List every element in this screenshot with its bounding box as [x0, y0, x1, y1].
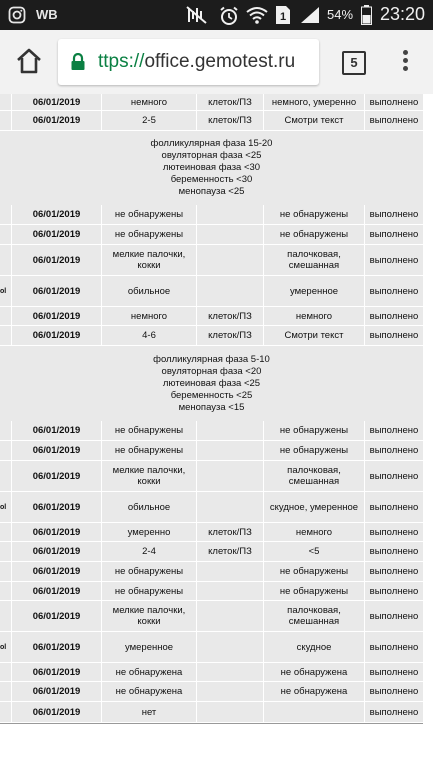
unit-cell	[197, 562, 264, 582]
mute-icon	[186, 6, 208, 24]
instagram-icon	[8, 6, 26, 24]
status-cell: выполнено	[365, 461, 423, 492]
norm-cell: палочковая, смешанная	[264, 245, 365, 276]
row-mark	[0, 523, 12, 542]
result-cell: нет	[102, 702, 197, 723]
table-row	[0, 441, 423, 461]
table-row	[0, 582, 423, 601]
norm-cell: не обнаружены	[264, 582, 365, 601]
table-row	[0, 562, 423, 582]
url-text	[98, 51, 295, 73]
table-row	[0, 601, 423, 632]
table-row	[0, 523, 423, 542]
status-cell: выполнено	[365, 441, 423, 461]
row-mark	[0, 111, 12, 131]
unit-cell	[197, 582, 264, 601]
notification-app-label: WB	[36, 7, 58, 22]
row-mark	[0, 205, 12, 225]
row-mark	[0, 582, 12, 601]
unit-cell	[197, 632, 264, 663]
battery-percent: 54%	[327, 7, 354, 22]
reference-line: беременность <30	[170, 174, 253, 185]
table-row	[0, 663, 423, 682]
reference-line: менопауза <25	[178, 186, 245, 197]
result-cell: мелкие палочки, кокки	[102, 245, 197, 276]
row-mark	[0, 307, 12, 326]
clock: 23:20	[379, 4, 425, 24]
table-row	[0, 94, 423, 111]
home-icon[interactable]	[14, 46, 44, 76]
status-cell: выполнено	[365, 542, 423, 562]
row-mark	[0, 225, 12, 245]
result-cell: не обнаружены	[102, 205, 197, 225]
date-cell: 06/01/2019	[12, 307, 102, 326]
unit-cell	[197, 663, 264, 682]
norm-cell: <5	[264, 542, 365, 562]
norm-cell: Смотри текст	[264, 111, 365, 131]
date-cell: 06/01/2019	[12, 326, 102, 346]
status-cell: выполнено	[365, 682, 423, 702]
row-mark	[0, 601, 12, 632]
status-cell: выполнено	[365, 523, 423, 542]
unit-cell	[197, 461, 264, 492]
alarm-icon	[219, 6, 239, 26]
norm-cell: не обнаружены	[264, 562, 365, 582]
result-cell: не обнаружены	[102, 421, 197, 441]
status-cell: выполнено	[365, 663, 423, 682]
unit-cell: клеток/ПЗ	[197, 111, 264, 131]
status-cell: выполнено	[365, 582, 423, 601]
result-cell: обильное	[102, 492, 197, 523]
status-cell: выполнено	[365, 225, 423, 245]
more-menu-icon[interactable]	[401, 50, 409, 76]
date-cell: 06/01/2019	[12, 601, 102, 632]
norm-cell: не обнаружена	[264, 682, 365, 702]
reference-line: лютеиновая фаза <30	[162, 162, 261, 173]
norm-cell: не обнаружены	[264, 205, 365, 225]
unit-cell	[197, 702, 264, 723]
result-cell: не обнаружена	[102, 682, 197, 702]
result-cell: 2-5	[102, 111, 197, 131]
results-table	[0, 94, 423, 724]
table-row	[0, 461, 423, 492]
status-cell: выполнено	[365, 307, 423, 326]
row-mark	[0, 702, 12, 723]
svg-text:1: 1	[279, 11, 287, 23]
reference-line: фолликулярная фаза 5-10	[153, 353, 270, 365]
norm-cell: палочковая, смешанная	[264, 601, 365, 632]
url-scheme: ttps://	[98, 51, 145, 72]
unit-cell	[197, 205, 264, 225]
row-mark	[0, 326, 12, 346]
row-mark: ol	[0, 632, 12, 663]
norm-cell: немного	[264, 307, 365, 326]
norm-cell: не обнаружены	[264, 225, 365, 245]
status-cell: выполнено	[365, 205, 423, 225]
norm-cell: не обнаружена	[264, 663, 365, 682]
tab-switcher-button[interactable]: 5	[342, 51, 366, 75]
wifi-icon	[246, 6, 268, 24]
page-content	[0, 94, 433, 770]
table-row	[0, 492, 423, 523]
reference-line: овуляторная фаза <20	[161, 365, 262, 377]
row-mark: ol	[0, 276, 12, 307]
unit-cell	[197, 225, 264, 245]
date-cell: 06/01/2019	[12, 441, 102, 461]
date-cell: 06/01/2019	[12, 523, 102, 542]
reference-ranges	[0, 346, 423, 421]
date-cell: 06/01/2019	[12, 562, 102, 582]
table-row	[0, 225, 423, 245]
battery-icon	[361, 5, 372, 25]
status-cell: выполнено	[365, 245, 423, 276]
address-bar[interactable]	[58, 39, 319, 85]
row-mark	[0, 542, 12, 562]
date-cell: 06/01/2019	[12, 542, 102, 562]
result-cell: умеренное	[102, 632, 197, 663]
norm-cell: не обнаружены	[264, 421, 365, 441]
table-row	[0, 421, 423, 441]
unit-cell	[197, 441, 264, 461]
unit-cell	[197, 601, 264, 632]
date-cell: 06/01/2019	[12, 682, 102, 702]
unit-cell	[197, 492, 264, 523]
norm-cell: палочковая, смешанная	[264, 461, 365, 492]
reference-line: фолликулярная фаза 15-20	[150, 138, 273, 149]
status-cell: выполнено	[365, 562, 423, 582]
result-cell: немного	[102, 307, 197, 326]
norm-cell: не обнаружены	[264, 441, 365, 461]
result-cell: немного	[102, 94, 197, 111]
reference-ranges	[0, 131, 423, 205]
reference-line: лютеиновая фаза <25	[162, 377, 261, 389]
status-cell: выполнено	[365, 94, 423, 111]
norm-cell: Смотри текст	[264, 326, 365, 346]
status-cell: выполнено	[365, 276, 423, 307]
result-cell: 4-6	[102, 326, 197, 346]
table-row	[0, 682, 423, 702]
row-mark	[0, 421, 12, 441]
date-cell: 06/01/2019	[12, 702, 102, 723]
norm-cell: немного	[264, 523, 365, 542]
row-mark: ol	[0, 492, 12, 523]
date-cell: 06/01/2019	[12, 94, 102, 111]
table-row	[0, 111, 423, 131]
date-cell: 06/01/2019	[12, 632, 102, 663]
row-mark	[0, 245, 12, 276]
norm-cell: умеренное	[264, 276, 365, 307]
row-mark	[0, 461, 12, 492]
table-row	[0, 702, 423, 723]
unit-cell: клеток/ПЗ	[197, 94, 264, 111]
status-cell: выполнено	[365, 326, 423, 346]
table-row	[0, 326, 423, 346]
status-cell: выполнено	[365, 632, 423, 663]
result-cell: мелкие палочки, кокки	[102, 601, 197, 632]
date-cell: 06/01/2019	[12, 461, 102, 492]
date-cell: 06/01/2019	[12, 582, 102, 601]
row-mark	[0, 441, 12, 461]
status-cell: выполнено	[365, 111, 423, 131]
norm-cell: скудное	[264, 632, 365, 663]
unit-cell: клеток/ПЗ	[197, 326, 264, 346]
unit-cell: клеток/ПЗ	[197, 542, 264, 562]
result-cell: не обнаружена	[102, 663, 197, 682]
reference-line: беременность <25	[170, 389, 253, 401]
date-cell: 06/01/2019	[12, 111, 102, 131]
reference-line: менопауза <15	[178, 401, 245, 413]
row-mark	[0, 663, 12, 682]
norm-cell: скудное, умеренное	[264, 492, 365, 523]
result-cell: 2-4	[102, 542, 197, 562]
row-mark	[0, 94, 12, 111]
result-cell: не обнаружены	[102, 441, 197, 461]
sim-icon	[275, 5, 291, 25]
norm-cell: немного, умеренно	[264, 94, 365, 111]
date-cell: 06/01/2019	[12, 276, 102, 307]
table-row	[0, 542, 423, 562]
table-row	[0, 205, 423, 225]
date-cell: 06/01/2019	[12, 421, 102, 441]
status-cell: выполнено	[365, 601, 423, 632]
signal-icon	[300, 6, 320, 24]
date-cell: 06/01/2019	[12, 663, 102, 682]
date-cell: 06/01/2019	[12, 225, 102, 245]
date-cell: 06/01/2019	[12, 245, 102, 276]
unit-cell: клеток/ПЗ	[197, 523, 264, 542]
result-cell: мелкие палочки, кокки	[102, 461, 197, 492]
result-cell: обильное	[102, 276, 197, 307]
table-row	[0, 632, 423, 663]
table-row	[0, 307, 423, 326]
norm-cell	[264, 702, 365, 723]
result-cell: не обнаружены	[102, 562, 197, 582]
unit-cell	[197, 682, 264, 702]
url-host: office.gemotest.ru	[144, 51, 296, 72]
table-row	[0, 276, 423, 307]
row-mark	[0, 682, 12, 702]
row-mark	[0, 562, 12, 582]
result-cell: не обнаружены	[102, 225, 197, 245]
lock-icon	[70, 53, 86, 71]
status-cell: выполнено	[365, 702, 423, 723]
status-cell: выполнено	[365, 421, 423, 441]
status-cell: выполнено	[365, 492, 423, 523]
unit-cell: клеток/ПЗ	[197, 307, 264, 326]
reference-line: овуляторная фаза <25	[161, 150, 262, 161]
unit-cell	[197, 276, 264, 307]
status-bar	[0, 0, 433, 30]
date-cell: 06/01/2019	[12, 205, 102, 225]
unit-cell	[197, 421, 264, 441]
unit-cell	[197, 245, 264, 276]
result-cell: умеренно	[102, 523, 197, 542]
browser-toolbar	[0, 30, 433, 95]
table-row	[0, 245, 423, 276]
result-cell: не обнаружены	[102, 582, 197, 601]
date-cell: 06/01/2019	[12, 492, 102, 523]
